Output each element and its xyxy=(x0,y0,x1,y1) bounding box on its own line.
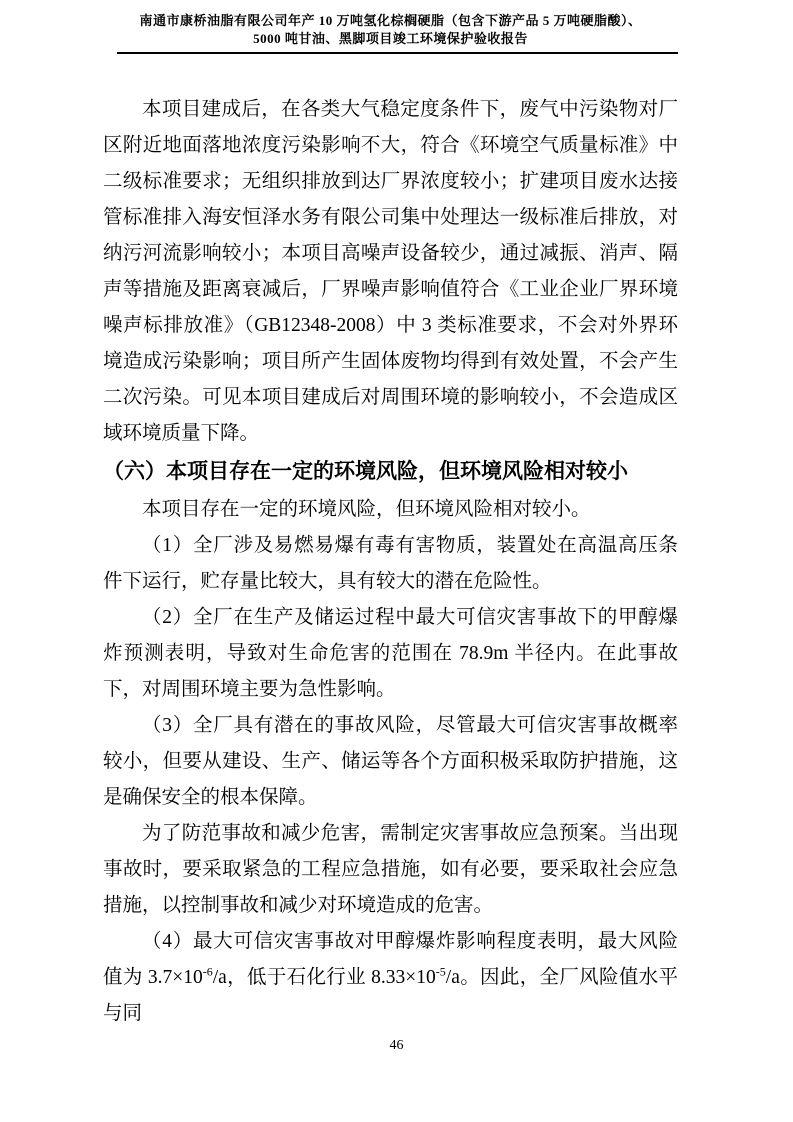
para-item-1: （1）全厂涉及易燃易爆有毒有害物质，装置处在高温高压条件下运行，贮存量比较大，具有较大的潜在危险性。 xyxy=(103,535,678,592)
exponent-superscript-1: -6 xyxy=(202,964,213,979)
header-title-line1: 南通市康桥油脂有限公司年产 10 万吨氢化棕榈硬脂（包含下游产品 5 万吨硬脂酸）、 xyxy=(139,13,642,28)
para-emergency-plan: 为了防范事故和减少危害，需制定灾害事故应急预案。当出现事故时，要采取紧急的工程应急措施，如有必要，要采取社会应急措施，以控制事故和减少对环境造成的危害。 xyxy=(103,823,678,916)
page-number: 46 xyxy=(389,1038,404,1053)
page-header xyxy=(103,12,678,54)
risk-value-text-3: /a。因此，全厂风险值水平与同 xyxy=(103,967,679,1024)
risk-value-text-1: （4）最大可信灾害事故对甲醇爆炸影响程度表明，最大风险值为 3.7×10 xyxy=(103,931,678,988)
risk-value-text-2: /a，低于石化行业 8.33×10 xyxy=(212,967,436,988)
para-risk-summary: 本项目存在一定的环境风险，但环境风险相对较小。 xyxy=(142,499,591,520)
header-title-line2: 5000 吨甘油、黑脚项目竣工环境保护验收报告 xyxy=(253,31,528,46)
exponent-superscript-2: -5 xyxy=(435,964,446,979)
para-item-4 xyxy=(103,924,678,1032)
para-item-3: （3）全厂具有潜在的事故风险，尽管最大可信灾害事故概率较小，但要从建设、生产、储运等各个方面积极采取防护措施，这是确保安全的根本保障。 xyxy=(103,715,678,808)
header-divider xyxy=(117,52,678,54)
document-body xyxy=(103,92,678,1032)
para-item-2: （2）全厂在生产及储运过程中最大可信灾害事故下的甲醇爆炸预测表明，导致对生命危害的范围在 78.9m 半径内。在此事故下，对周围环境主要为急性影响。 xyxy=(103,607,678,700)
section-6-heading: （六）本项目存在一定的环境风险，但环境风险相对较小 xyxy=(103,460,628,483)
para-overall-impact: 本项目建成后，在各类大气稳定度条件下，废气中污染物对厂区附近地面落地浓度污染影响不大，符合《环境空气质量标准》中二级标准要求；无组织排放到达厂界浓度较小；扩建项目废水达接管标准排入海安恒泽水务有限公司集中处理达一级标准后排放，对纳污河流影响较小；本项目高噪声设备较少，通过减振、消声、隔声等措施及距离衰减后，厂界噪声影响值符合《工业企业厂界环境噪声标排放准》（GB12348-2008）中 3 类标准要求，不会对外界环境造成污染影响；项目所产生固体废物均得到有效处置，不会产生二次污染。可见本项目建成后对周围环境的影响较小，不会造成区域环境质量下降。 xyxy=(103,99,678,444)
